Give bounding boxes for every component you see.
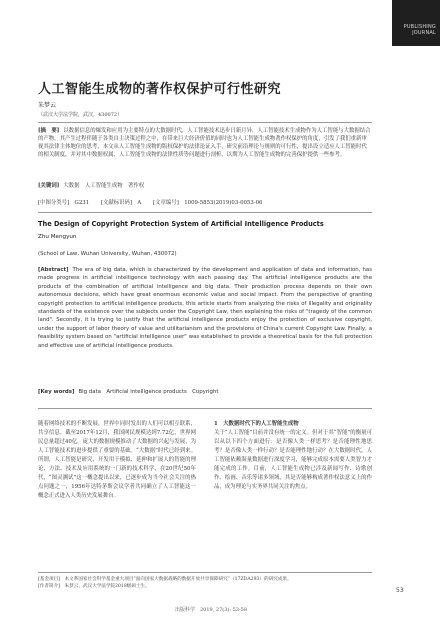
keywords-cn — [38, 182, 372, 190]
author-name: 朱梦云 — [38, 102, 57, 109]
fund-note: [基金项目] 本文系国家社会科学基金重大项目“面向国家大数据战略的数据开放共享保障研究”（17ZDA293）的研究成果。 — [38, 577, 292, 582]
body-column-left — [38, 420, 196, 501]
journal-badge — [392, 0, 440, 46]
keywords-en-label: [Key words] — [38, 389, 75, 395]
abstract-en-label: [Abstract] — [38, 267, 69, 273]
abstract-en — [38, 266, 372, 350]
document-code: [文献标识码] A — [100, 200, 142, 206]
author-name-en: Zhu Mengyun — [38, 234, 77, 240]
divider — [38, 122, 372, 123]
page-number: 53 — [396, 587, 404, 594]
divider — [38, 212, 372, 213]
keywords-en-text: Big data Artificial intelligence products Copyright — [78, 389, 219, 395]
footnote-divider — [38, 572, 372, 573]
abstract-cn — [38, 127, 372, 159]
abstract-cn-text: 以数据信息的爆发和应用为主要特点的大数据时代，人工智能技术迅步日新月异，人工智能技术生成物作为人工智能与大数据结合的产物，其产生过程伴随于各类自主决策过程之中，在带来巨大经济价值的同时也为人工智能生成物著作权保护的角度，引发了我们重新审视其法律主体地位的思考，本文从人工智能生成物的版权保护的法律论证入手，研究前沿理论与规则的可行性，提出设立适应人工智能时代的相关制度，并对其中数据权属、人工智能生成物的法律性质等问题进行剖析，以期为人工智能生成物的完善保护提供一些参考。 — [38, 128, 371, 158]
article-title: 人工智能生成物的著作权保护可行性研究 — [38, 82, 282, 97]
body-paragraph: 随着网络技术的不断发展，世界中同时发出的人们可以相互联系，共享信息。截至2017年12月，我国网民规模达到7.72亿，世界网民总量超过40亿。庞大的数据规模推动了大数据的兴起与发展，为人工智能技术的进步提供了重要的基础。“大数据”时代已经到来。所谓，人工智能是研究、开发用于模拟、延伸和扩展人的智能的理论、方法、技术及应用系统的一门新的技术科学，在20世纪50年代，“图灵测试”这一概念提出以来，已逐步成为当今社会关注的热点问题之一，1956年达特茅斯会议学者共同确立了人工智能这一概念正式进入人类历史发展舞台。 — [38, 421, 196, 499]
divider — [38, 408, 372, 409]
article-meta — [38, 199, 372, 207]
author-note: [作者简介] 朱梦云，武汉大学法学院2018级硕士生。 — [38, 584, 150, 589]
article-id: [文章编号] 1009-5853(2019)03-0053-06 — [153, 200, 263, 206]
keywords-cn-label: [关键词] — [38, 183, 60, 189]
badge-line-2: JOURNAL — [412, 30, 436, 36]
section-heading: 1 大数据时代下的人工智能生成物 — [214, 421, 299, 427]
body-column-right — [214, 420, 372, 492]
footnote — [38, 576, 372, 590]
abstract-cn-label: [摘 要] — [38, 128, 60, 134]
abstract-en-text: The era of big data, which is characterized by the development and application of data and information, has made progress in artificial intelligence technology with each passing day. The artificial intelligence products are the products of the combination of artificial intelligence and big data. Their production process depends on their own autonomous decisions, which have great enormous economic value and social impact. From the perspective of granting copyright protection to artificial intelligence products, this article starts from analyzing the risks of illegality and originality standards of the existence over the subjects under the Copyright Law, then explaining the risks of "tragedy of the common land". Secondly, it is trying to justify that the artificial intelligence products enjoy the protection of exclusive copyright, under the support of labor theory of value and utilitarianism and the provisions of China's current Copyright Law. Finally, a feasibility system based on "artificial intelligence user" was established to provide a theoretical basis for the full protection and effective use of artificial intelligence products. — [38, 267, 372, 349]
keywords-en — [38, 387, 218, 395]
article-title-en: The Design of Copyright Protection System of Artificial Intelligence Products — [38, 220, 324, 228]
badge-line-1: PUBLISHING — [403, 24, 436, 30]
keywords-cn-text: 大数据 人工智能生成物 著作权 — [63, 183, 145, 189]
journal-citation: 出版科学 2019, 27(3): 53-58 — [175, 607, 248, 613]
clc-number: [中图分类号] G231 — [38, 200, 90, 206]
body-paragraph: 关于“人工智能”目前并没有统一的定义。但对于其“智能”的衡量可以从以下四个方面进行：是否像人类一样思考？是否能理性地思考？是否像人类一样行动？是否能理性地行动？在大数据时代，人工智能依赖海量数据进行深度学习，能够完成原本需要人类智力才能完成的工作。目前，人工智能生成物已涉及新闻写作、诗歌创作、绘画、音乐等诸多领域，其是否能够构成著作权法意义上的作品，成为理论与实务界共同关注的焦点。 — [214, 430, 372, 490]
author-affiliation: （武汉大学法学院，武汉，430072） — [38, 112, 123, 118]
author-affiliation-en: (School of Law, Wuhan University, Wuhan, 430072) — [38, 251, 177, 257]
